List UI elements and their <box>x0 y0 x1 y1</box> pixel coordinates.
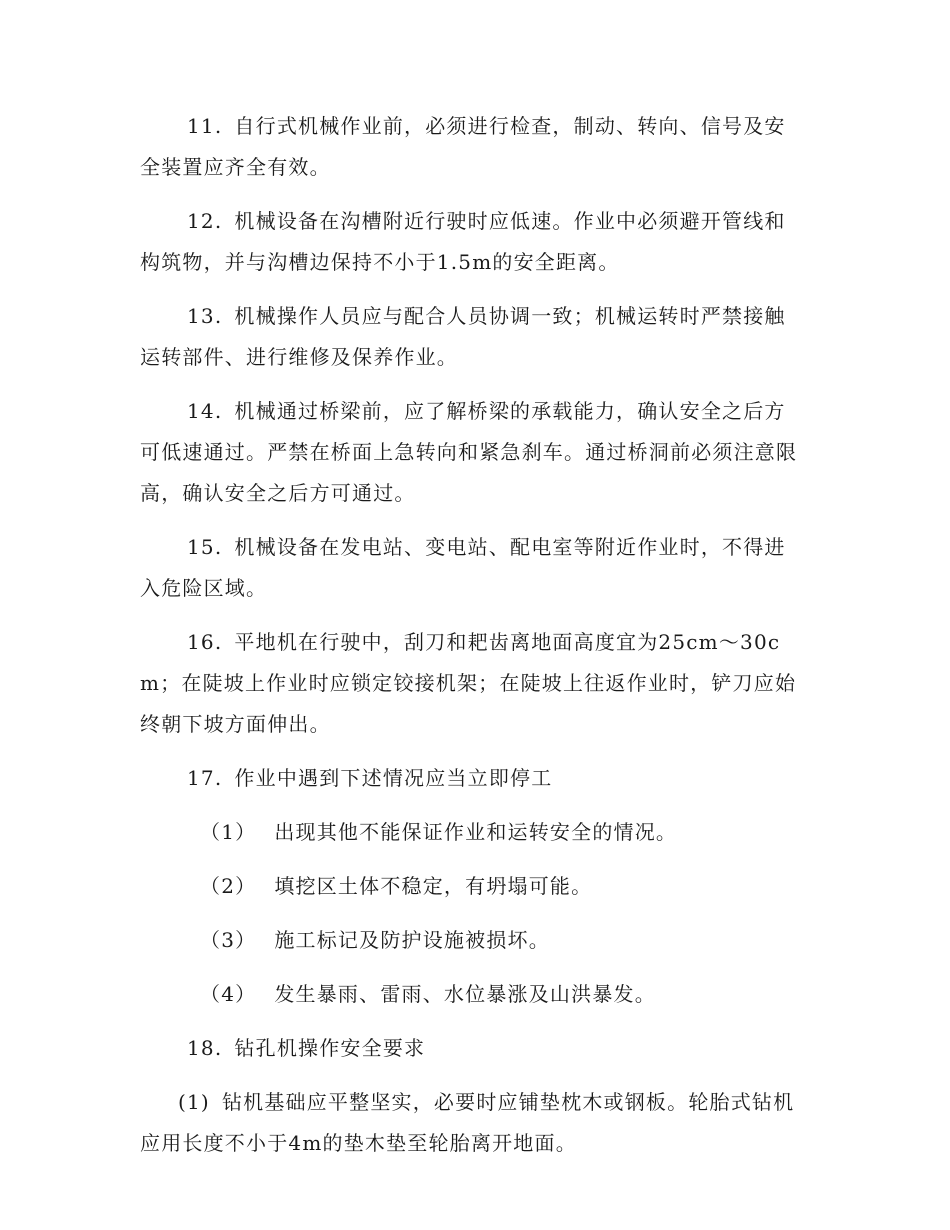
clause-number: 17. <box>187 766 223 790</box>
sub-clause-number: (1) <box>178 1090 210 1114</box>
clause-number: 16. <box>187 630 223 654</box>
clause-text: 机械操作人员应与配合人员协调一致；机械运转时严禁接触运转部件、进行维修及保养作业。 <box>140 304 786 369</box>
sub-clause-17-3 <box>140 920 805 961</box>
sub-clause-17-2 <box>140 866 805 907</box>
sub-clause-text: 钻机基础应平整坚实，必要时应铺垫枕木或钢板。轮胎式钻机应用长度不小于4m的垫木垫至轮胎离开地面。 <box>140 1090 795 1155</box>
clause-text: 自行式机械作业前，必须进行检查，制动、转向、信号及安全装置应齐全有效。 <box>140 114 786 179</box>
clause-number: 15. <box>187 535 223 559</box>
clause-number: 18. <box>187 1036 223 1060</box>
sub-clause-text: 施工标记及防护设施被损坏。 <box>274 928 550 952</box>
clause-18 <box>140 1028 805 1069</box>
sub-clause-17-1 <box>140 812 805 853</box>
sub-clause-number: （1） <box>200 820 257 844</box>
clause-text: 机械设备在发电站、变电站、配电室等附近作业时，不得进入危险区域。 <box>140 535 786 600</box>
clause-14 <box>140 391 805 514</box>
clause-number: 13. <box>187 304 223 328</box>
clause-text: 平地机在行驶中，刮刀和耙齿离地面高度宜为25cm～30cm；在陡坡上作业时应锁定铰接机架；在陡坡上往返作业时，铲刀应始终朝下坡方面伸出。 <box>140 630 797 736</box>
clause-number: 12. <box>187 209 223 233</box>
clause-text: 机械设备在沟槽附近行驶时应低速。作业中必须避开管线和构筑物，并与沟槽边保持不小于1.5m的安全距离。 <box>140 209 786 274</box>
sub-clause-17-4 <box>140 974 805 1015</box>
clause-17 <box>140 758 805 799</box>
sub-clause-text: 发生暴雨、雷雨、水位暴涨及山洪暴发。 <box>274 982 656 1006</box>
sub-clause-18-1 <box>140 1082 805 1164</box>
clause-16 <box>140 622 805 745</box>
sub-clause-number: （3） <box>200 928 257 952</box>
sub-clause-text: 出现其他不能保证作业和运转安全的情况。 <box>274 820 678 844</box>
clause-13 <box>140 296 805 378</box>
clause-11 <box>140 106 805 188</box>
clause-text: 钻孔机操作安全要求 <box>234 1036 426 1060</box>
sub-clause-number: （4） <box>200 982 257 1006</box>
clause-12 <box>140 201 805 283</box>
clause-15 <box>140 527 805 609</box>
sub-clause-text: 填挖区土体不稳定，有坍塌可能。 <box>274 874 593 898</box>
clause-number: 11. <box>187 114 223 138</box>
clause-number: 14. <box>187 399 223 423</box>
sub-clause-number: （2） <box>200 874 257 898</box>
clause-text: 机械通过桥梁前，应了解桥梁的承载能力，确认安全之后方可低速通过。严禁在桥面上急转向和紧急刹车。通过桥洞前必须注意限高，确认安全之后方可通过。 <box>140 399 798 505</box>
document-body <box>140 106 805 1177</box>
clause-text: 作业中遇到下述情况应当立即停工 <box>234 766 553 790</box>
